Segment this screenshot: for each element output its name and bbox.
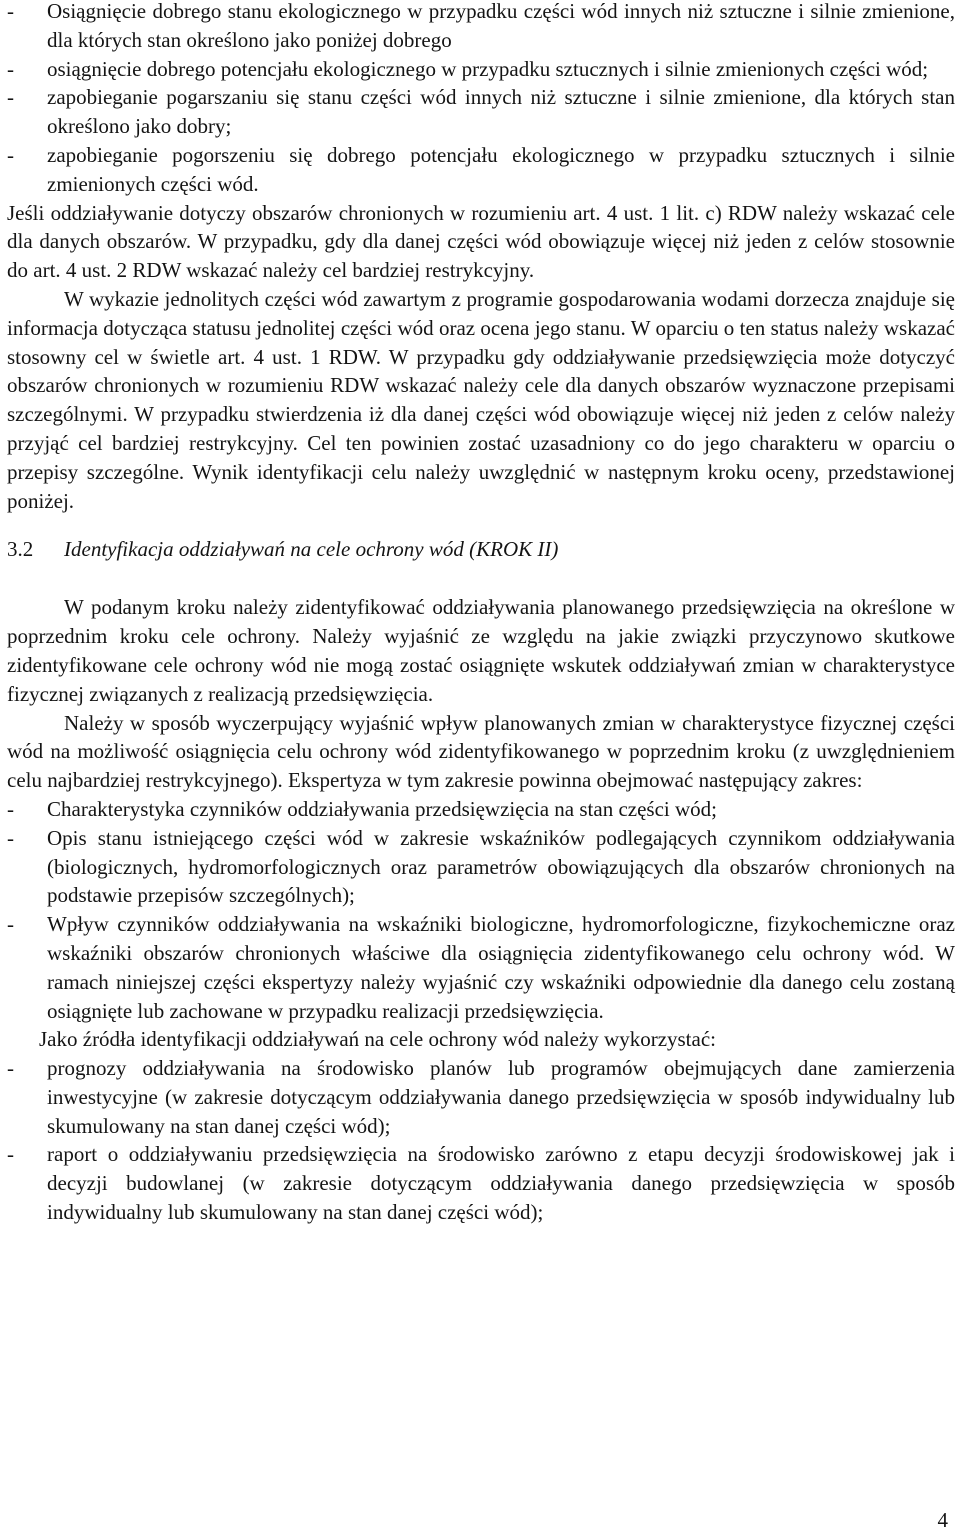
section-title: Identyfikacja oddziaływań na cele ochrony wód (KROK II) [64,537,559,562]
list-item-text: Opis stanu istniejącego części wód w zakresie wskaźników podlegających czynnikom oddziaływania (biologicznych, hydromorfologicznych oraz parametrów obowiązujących dla obszarów chronionych na podstawie przepisów szczególnych); [47,825,955,908]
list-bullet: - [7,0,14,23]
paragraph-sources-intro: Jako źródła identyfikacji oddziaływań na cele ochrony wód należy wykorzystać: [39,1027,716,1052]
list-item [7,0,955,55]
list-item [7,83,955,141]
section-number: 3.2 [7,537,34,562]
paragraph-expertise-scope: Należy w sposób wyczerpujący wyjaśnić wpływ planowanych zmian w charakterystyce fizycznej części wód na możliwość osiągnięcia celu ochrony wód zidentyfikowanego w poprzednim kroku (z uwzględnieniem celu najbardziej restrykcyjnego). Ekspertyza w tym zakresie powinna obejmować następujący zakres: [7,710,955,793]
list-item [7,910,955,1025]
list-item [7,55,955,84]
list-bullet: - [7,912,14,937]
list-item [7,1140,955,1226]
list-bullet: - [7,796,14,821]
list-bullet: - [7,1142,14,1167]
list-item-text: zapobieganie pogorszeniu się dobrego potencjału ekologicznego w przypadku sztucznych i silnie zmienionych części wód. [47,142,955,196]
paragraph-protected-areas: Jeśli oddziaływanie dotyczy obszarów chronionych w rozumieniu art. 4 ust. 1 lit. c) RDW należy wskazać cele dla danych obszarów. W przypadku, gdy dla danej części wód obowiązuje więcej niż jeden z celów stosownie do art. 4 ust. 2 RDW wskazać należy cel bardziej restrykcyjny. [7,200,955,283]
list-item-text: Osiągnięcie dobrego stanu ekologicznego w przypadku części wód innych niż sztuczne i silnie zmienione, dla których stan określono jako poniżej dobrego [47,0,955,52]
list-item-text: Wpływ czynników oddziaływania na wskaźniki biologiczne, hydromorfologiczne, fizykochemiczne oraz wskaźniki obszarów chronionych właściwe dla osiągnięcia zidentyfikowanego celu ochrony wód. W ramach niniejszej części ekspertyzy należy wyjaśnić czy wskaźniki odpowiednie dla danego celu zostaną osiągnięte lub zachowane w przypadku realizacji przedsięwzięcia. [47,912,955,1023]
list-item-text: Charakterystyka czynników oddziaływania przedsięwzięcia na stan części wód; [47,796,717,821]
list-bullet: - [7,142,14,167]
paragraph-step-description: W podanym kroku należy zidentyfikować oddziaływania planowanego przedsięwzięcia na określone w poprzednim kroku cele ochrony. Należy wyjaśnić ze względu na jakie związki przyczynowo skutkowe zidentyfikowane cele ochrony wód nie mogą zostać osiągnięte wskutek oddziaływań zmian w charakterystyce fizycznej związanych z realizacją przedsięwzięcia. [7,595,955,706]
list-item [7,795,955,824]
list-item [7,141,955,199]
paragraph-water-bodies-list: W wykazie jednolitych części wód zawartym z programie gospodarowania wodami dorzecza znajduje się informacja dotycząca statusu jednolitej części wód oraz ocena jego stanu. W oparciu o ten status należy wskazać stosowny cel w świetle art. 4 ust. 1 RDW. W przypadku gdy oddziaływanie przedsięwzięcia może dotyczyć obszarów chronionych w rozumieniu RDW wskazać należy cele dla danych obszarów wyznaczone przepisami szczególnymi. W przypadku stwierdzenia iż dla danej części wód obowiązuje więcej niż jeden z celów należy przyjąć cel bardziej restrykcyjny. Cel ten powinien zostać uzasadniony co do jego charakteru w oparciu o przepisy szczególne. Wynik identyfikacji celu należy uwzględnić w następnym kroku oceny, przedstawionej poniżej. [7,286,955,513]
page-number: 4 [937,1508,948,1533]
document-page [7,0,955,1227]
list-bullet: - [7,85,14,110]
list-item-text: raport o oddziaływaniu przedsięwzięcia na środowisko zarówno z etapu decyzji środowiskowej jak i decyzji budowlanej (w zakresie dotyczącym oddziaływania danego przedsięwzięcia w sposób indywidualny lub skumulowany na stan danej części wód); [47,1142,955,1225]
list-bullet: - [7,1056,14,1081]
list-bullet: - [7,825,14,850]
list-item [7,1054,955,1140]
list-item-text: prognozy oddziaływania na środowisko planów lub programów obejmujących dane zamierzenia inwestycyjne (w zakresie dotyczącym oddziaływania danego przedsięwzięcia w sposób indywidualny lub skumulowany na stan danej części wód); [47,1056,955,1138]
list-item-text: zapobieganie pogarszaniu się stanu części wód innych niż sztuczne i silnie zmienione, dla których stan określono jako dobry; [47,85,955,139]
list-item-text: osiągnięcie dobrego potencjału ekologicznego w przypadku sztucznych i silnie zmienionych części wód; [47,56,929,81]
list-item [7,824,955,910]
list-bullet: - [7,56,14,81]
section-heading [7,535,955,564]
